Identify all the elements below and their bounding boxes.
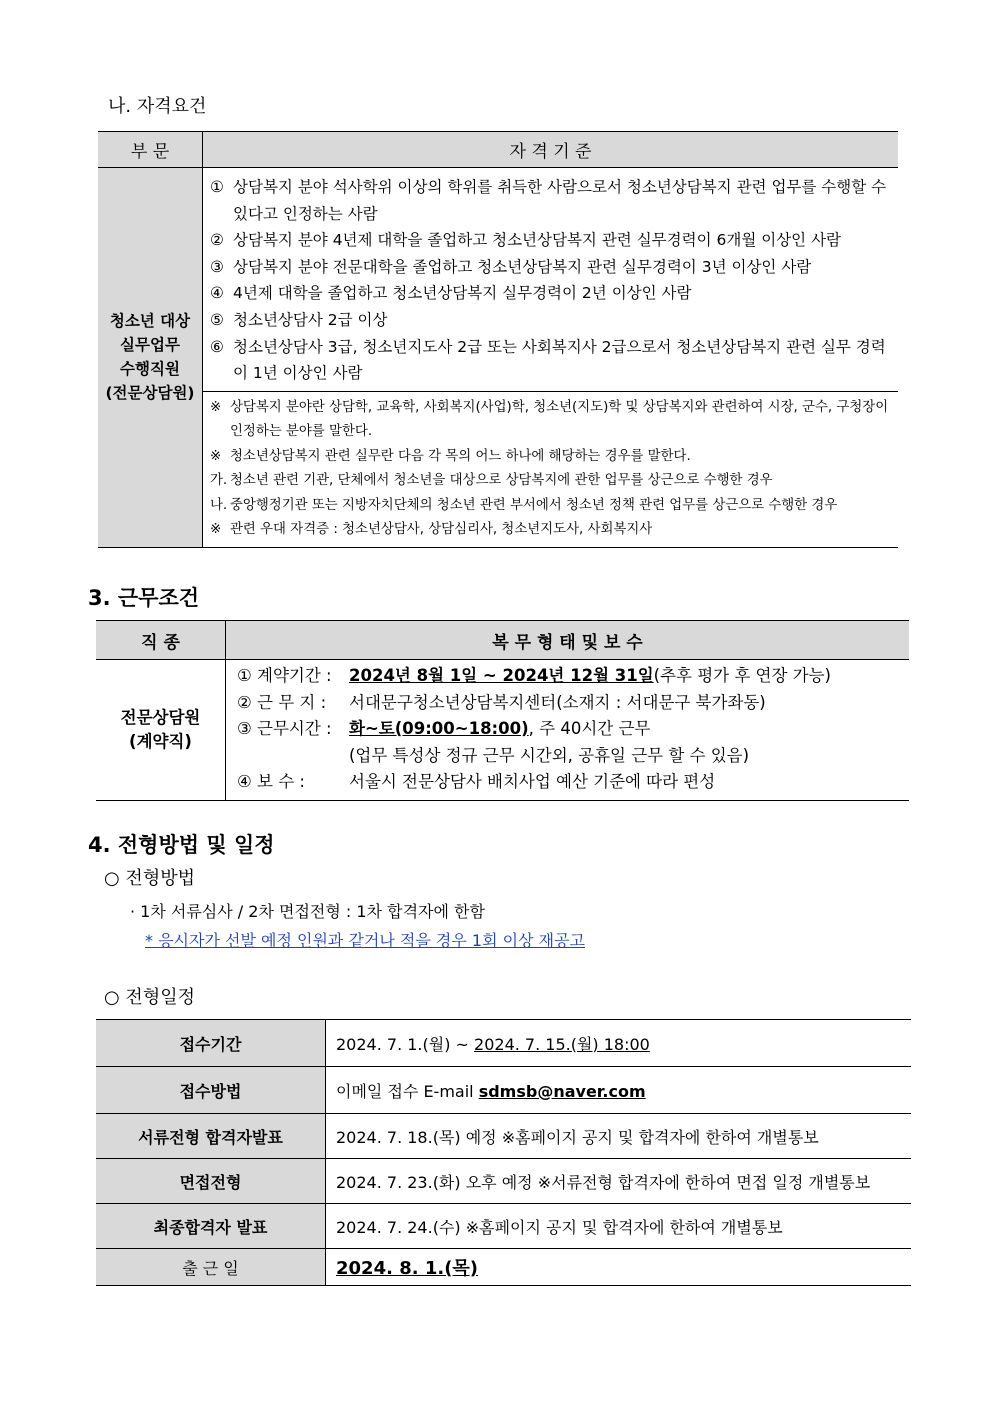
criteria-item: ① 상담복지 분야 석사학위 이상의 학위를 취득한 사람으로서 청소년상담복지 관련 업무를 수행할 수 있다고 인정하는 사람 bbox=[210, 178, 887, 223]
schedule-table bbox=[96, 1019, 911, 1286]
method-note: * 응시자가 선발 예정 인원과 같거나 적을 경우 1회 이상 재공고 bbox=[145, 931, 585, 950]
dept-cell: 청소년 대상 실무업무 수행직원 (전문상담원) bbox=[98, 168, 203, 548]
criteria-list bbox=[203, 168, 899, 392]
col-criteria-header: 자 격 기 준 bbox=[203, 132, 899, 168]
qualification-heading: 나. 자격요건 bbox=[108, 96, 207, 117]
method-title: ○ 전형방법 bbox=[104, 868, 195, 889]
note-item: ※ 관련 우대 자격증 : 청소년상담사, 상담심리사, 청소년지도사, 사회복지사 bbox=[210, 522, 653, 538]
criteria-item: ⑥ 청소년상담사 3급, 청소년지도사 2급 또는 사회복지사 2급으로서 청소년상담복지 관련 실무 경력이 1년 이상인 사람 bbox=[210, 337, 886, 383]
term-row: ④ 보 수 : 서울시 전문상담사 배치사업 예산 기준에 따라 편성 bbox=[237, 772, 716, 791]
schedule-row: 접수기간 2024. 7. 1.(월) ~ 2024. 7. 15.(월) 18:00 bbox=[96, 1020, 911, 1067]
criteria-item: ④ 4년제 대학을 졸업하고 청소년상담복지 실무경력이 2년 이상인 사람 bbox=[210, 284, 692, 303]
note-item: 가. 청소년 관련 기관, 단체에서 청소년을 대상으로 상담복지에 관한 업무를 상근으로 수행한 경우 bbox=[210, 473, 773, 489]
term-row: ② 근 무 지 : 서대문구청소년상담복지센터(소재지 : 서대문구 북가좌동) bbox=[237, 692, 766, 712]
schedule-row: 최종합격자 발표 2024. 7. 24.(수) ※홈페이지 공지 및 합격자에 한하여 개별통보 bbox=[96, 1204, 911, 1249]
term-row: ① 계약기간 : 2024년 8월 1일 ~ 2024년 12월 31일(추후 평가 후 연장 가능) bbox=[237, 666, 831, 685]
work-heading: 3. 근무조건 bbox=[88, 586, 200, 610]
criteria-item: ② 상담복지 분야 4년제 대학을 졸업하고 청소년상담복지 관련 실무경력이 6개월 이상인 사람 bbox=[210, 231, 842, 250]
criteria-notes bbox=[203, 391, 899, 547]
note-item: ※ 상담복지 분야란 상담학, 교육학, 사회복지(사업)학, 청소년(지도)학 및 상담복지와 관련하여 시장, 군수, 구청장이 인정하는 분야를 말한다. bbox=[210, 399, 889, 440]
terms-list bbox=[226, 660, 910, 801]
term-row: (업무 특성상 정규 근무 시간외, 공휴일 근무 할 수 있음) bbox=[349, 745, 750, 765]
col-dept-header: 부 문 bbox=[98, 132, 203, 168]
schedule-row: 출 근 일 2024. 8. 1.(목) bbox=[96, 1249, 911, 1286]
schedule-row: 서류전형 합격자발표 2024. 7. 18.(목) 예정 ※홈페이지 공지 및 합격자에 한하여 개별통보 bbox=[96, 1114, 911, 1159]
job-cell: 전문상담원 (계약직) bbox=[96, 660, 226, 801]
criteria-item: ③ 상담복지 분야 전문대학을 졸업하고 청소년상담복지 관련 실무경력이 3년 이상인 사람 bbox=[210, 257, 812, 276]
note-item: ※ 청소년상담복지 관련 실무란 다음 각 목의 어느 하나에 해당하는 경우를 말한다. bbox=[210, 448, 691, 464]
schedule-row: 접수방법 이메일 접수 E-mail sdmsb@naver.com bbox=[96, 1067, 911, 1114]
qualification-table bbox=[98, 131, 898, 548]
col-terms-header: 복 무 형 태 및 보 수 bbox=[226, 621, 910, 660]
schedule-row: 면접전형 2024. 7. 23.(화) 오후 예정 ※서류전형 합격자에 한하여 면접 일정 개별통보 bbox=[96, 1159, 911, 1204]
note-item: 나. 중앙행정기관 또는 지방자치단체의 청소년 관련 부서에서 청소년 정책 관련 업무를 상근으로 수행한 경우 bbox=[210, 497, 838, 513]
work-table bbox=[96, 620, 909, 801]
selection-heading: 4. 전형방법 및 일정 bbox=[88, 833, 275, 857]
criteria-item: ⑤ 청소년상담사 2급 이상 bbox=[210, 310, 388, 329]
method-line: · 1차 서류심사 / 2차 면접전형 : 1차 합격자에 한함 bbox=[130, 902, 485, 921]
schedule-title: ○ 전형일정 bbox=[104, 987, 195, 1008]
term-row: ③ 근무시간 : 화~토(09:00~18:00), 주 40시간 근무 bbox=[237, 719, 651, 738]
col-job-header: 직 종 bbox=[96, 621, 226, 660]
